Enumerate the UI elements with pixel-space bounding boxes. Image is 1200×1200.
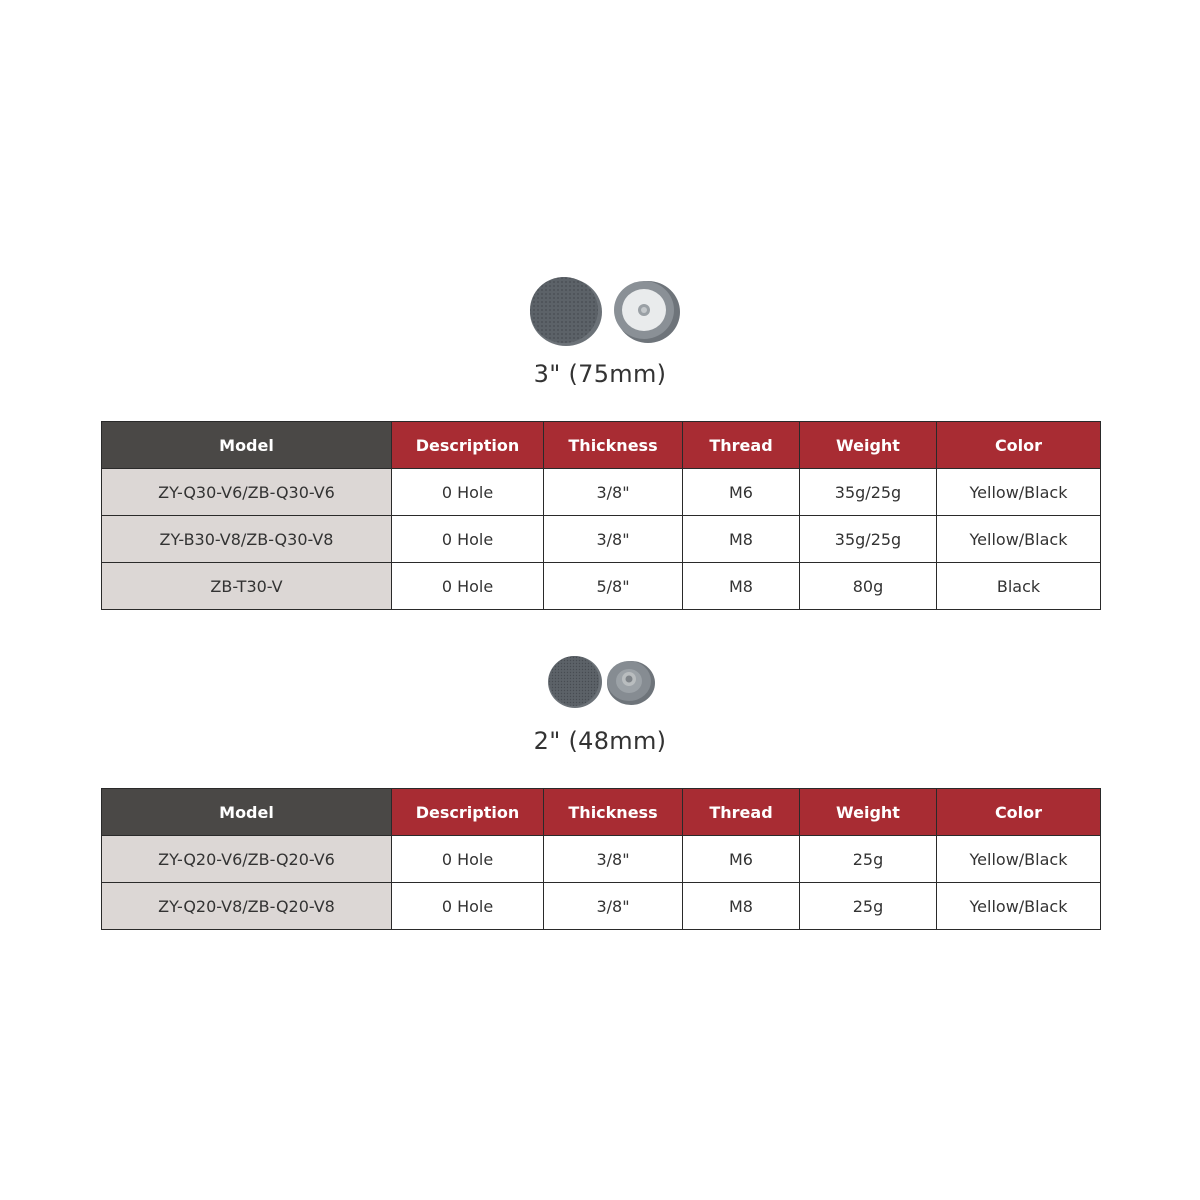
table-header-row xyxy=(102,422,1101,469)
header-thickness: Thickness xyxy=(544,789,683,836)
header-color: Color xyxy=(937,422,1101,469)
cell-thickness: 3/8" xyxy=(544,836,683,883)
cell-description: 0 Hole xyxy=(392,836,544,883)
cell-weight: 80g xyxy=(800,563,937,610)
table-row xyxy=(102,469,1101,516)
cell-thread: M6 xyxy=(683,836,800,883)
cell-model: ZY-Q30-V6/ZB-Q30-V6 xyxy=(102,469,392,516)
cell-color: Black xyxy=(937,563,1101,610)
header-description: Description xyxy=(392,422,544,469)
table-row xyxy=(102,516,1101,563)
header-model: Model xyxy=(102,422,392,469)
cell-weight: 35g/25g xyxy=(800,469,937,516)
header-model: Model xyxy=(102,789,392,836)
cell-description: 0 Hole xyxy=(392,516,544,563)
cell-thread: M8 xyxy=(683,516,800,563)
header-thread: Thread xyxy=(683,422,800,469)
size-label-2in: 2" (48mm) xyxy=(533,727,667,755)
cell-weight: 25g xyxy=(800,883,937,930)
cell-model: ZB-T30-V xyxy=(102,563,392,610)
table-row xyxy=(102,563,1101,610)
cell-thickness: 3/8" xyxy=(544,516,683,563)
spec-table-3in xyxy=(101,421,1101,610)
table-row xyxy=(102,883,1101,930)
header-thread: Thread xyxy=(683,789,800,836)
header-thickness: Thickness xyxy=(544,422,683,469)
table-row xyxy=(102,836,1101,883)
cell-color: Yellow/Black xyxy=(937,836,1101,883)
cell-thickness: 3/8" xyxy=(544,469,683,516)
header-color: Color xyxy=(937,789,1101,836)
cell-weight: 35g/25g xyxy=(800,516,937,563)
spec-table-2in xyxy=(101,788,1101,930)
cell-description: 0 Hole xyxy=(392,563,544,610)
cell-model: ZY-Q20-V6/ZB-Q20-V6 xyxy=(102,836,392,883)
cell-weight: 25g xyxy=(800,836,937,883)
cell-model: ZY-B30-V8/ZB-Q30-V8 xyxy=(102,516,392,563)
backing-pad-2in-image xyxy=(545,653,659,709)
cell-thread: M6 xyxy=(683,469,800,516)
header-description: Description xyxy=(392,789,544,836)
cell-thickness: 3/8" xyxy=(544,883,683,930)
cell-description: 0 Hole xyxy=(392,469,544,516)
cell-thickness: 5/8" xyxy=(544,563,683,610)
cell-thread: M8 xyxy=(683,563,800,610)
cell-color: Yellow/Black xyxy=(937,883,1101,930)
table-header-row xyxy=(102,789,1101,836)
header-weight: Weight xyxy=(800,422,937,469)
cell-description: 0 Hole xyxy=(392,883,544,930)
cell-model: ZY-Q20-V8/ZB-Q20-V8 xyxy=(102,883,392,930)
backing-pad-3in-image xyxy=(524,272,688,346)
size-label-3in: 3" (75mm) xyxy=(533,360,667,388)
cell-thread: M8 xyxy=(683,883,800,930)
cell-color: Yellow/Black xyxy=(937,469,1101,516)
cell-color: Yellow/Black xyxy=(937,516,1101,563)
header-weight: Weight xyxy=(800,789,937,836)
